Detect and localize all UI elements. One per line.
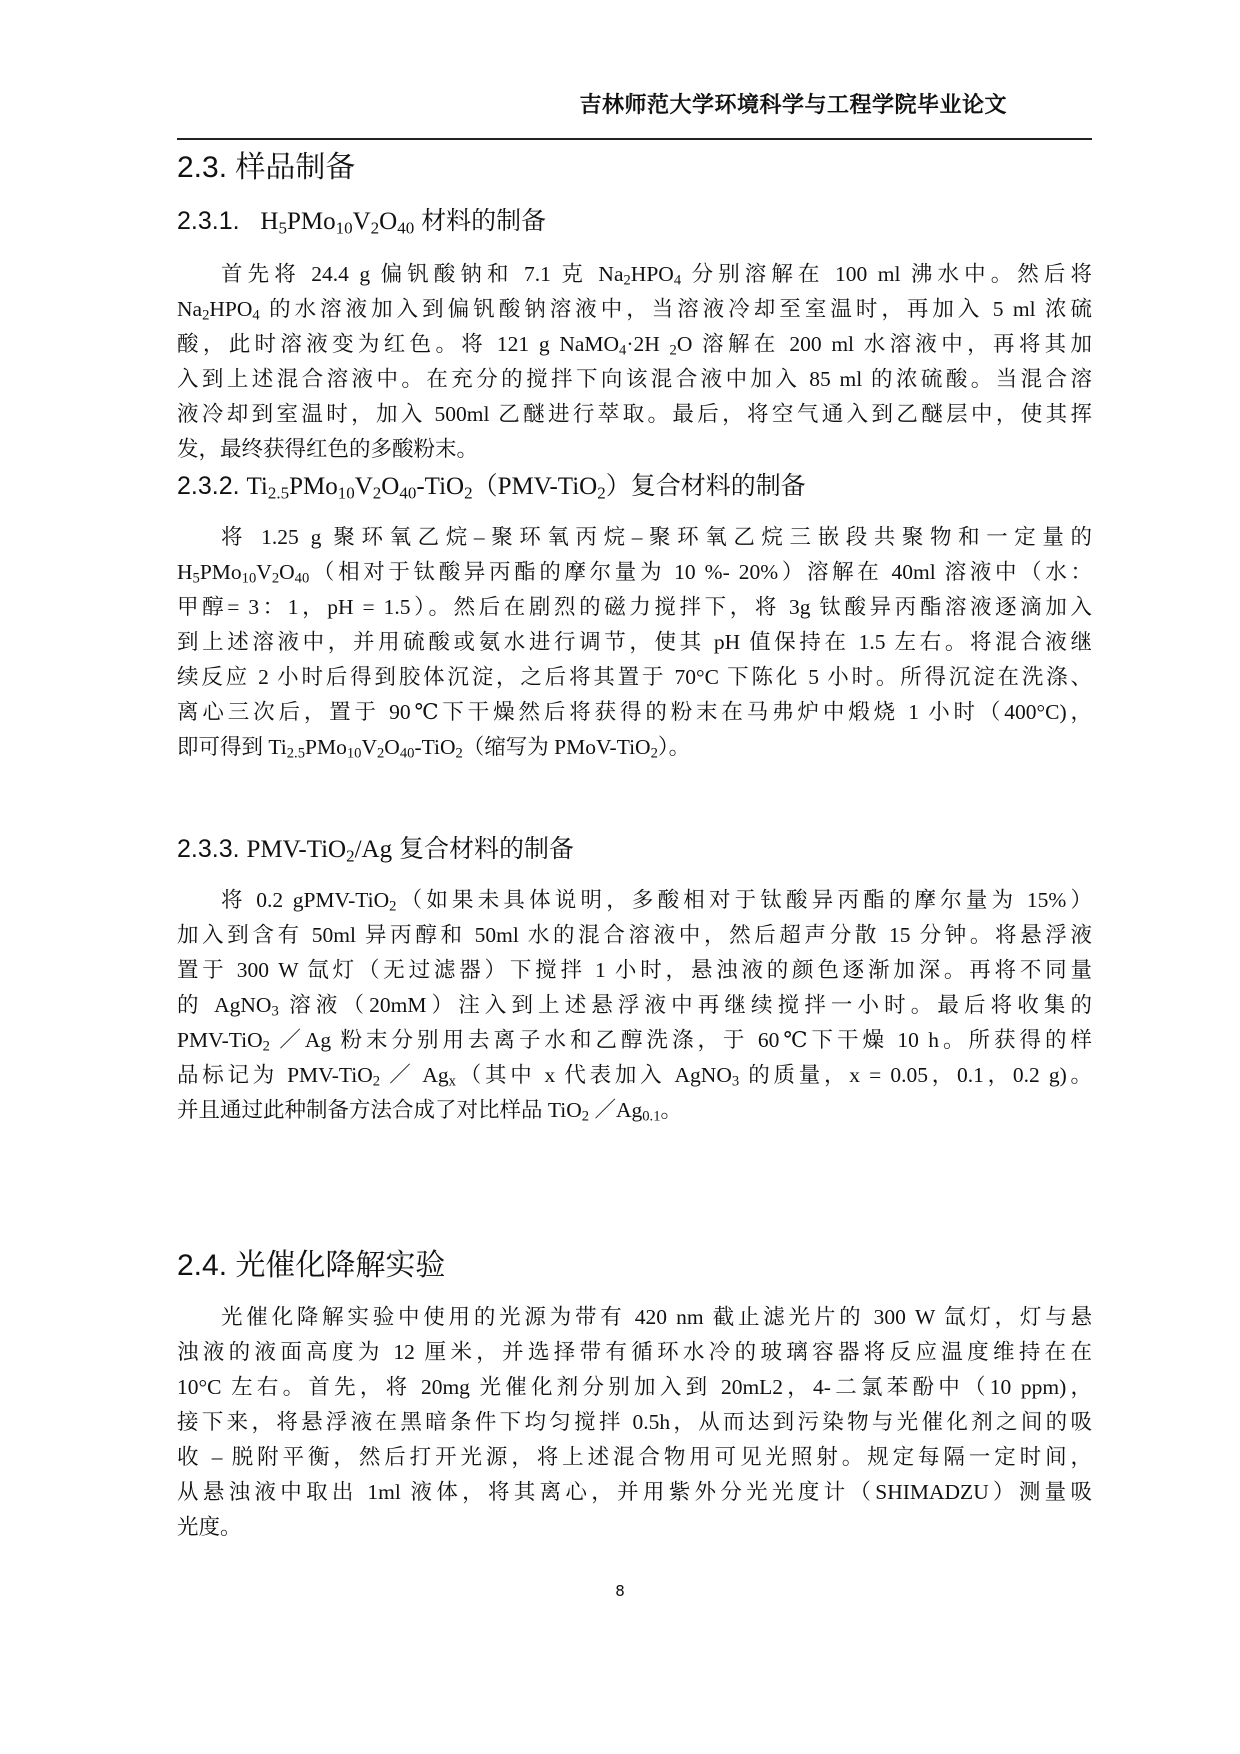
heading-number: 2.3.1. [177, 207, 240, 235]
text-line: $Na_2HPO_4$ 的水溶液加入到偏钒酸钠溶液中，当溶液冷却至室温时，再加入 5 ml 浓硫 [177, 297, 1092, 324]
header-rule [177, 138, 1092, 140]
text-line: 到上述溶液中，并用硫酸或氨水进行调节，使其 pH 值保持在 1.5 左右。将混合液继 [177, 630, 1092, 654]
heading-formula: PMV-TiO$_2$/Ag [246, 836, 393, 866]
section-heading-2-3-3: 2.3.3. PMV-TiO$_2$/Ag 复合材料的制备 [177, 835, 575, 866]
section-heading-2-3-2: 2.3.2. $Ti_{2.5}PMo_{10}V_2O_{40}-TiO_2(PMV-TiO_2)$复合材料的制备 [177, 472, 806, 503]
section-heading-2-3-1: 2.3.1. $H_5PMo_{10}V_2O_{40}$ 材料的制备 [177, 207, 547, 238]
text-line: 收 – 脱附平衡，然后打开光源，将上述混合物用可见光照射。规定每隔一定时间， [177, 1445, 1092, 1469]
text-line: 10°C 左右。首先，将 20mg 光催化剂分别加入到 20mL2，4-二氯苯酚中（10 ppm)， [177, 1375, 1092, 1399]
paragraph-2-3-1 [177, 257, 1092, 467]
text-line: 光度。 [177, 1515, 242, 1539]
text-line: 将 0.2 gPMV-TiO$_2$（如果未具体说明，多酸相对于钛酸异丙酯的摩尔量为 15%） [221, 888, 1092, 915]
text-line: 接下来，将悬浮液在黑暗条件下均匀搅拌 0.5h，从而达到污染物与光催化剂之间的吸 [177, 1410, 1092, 1434]
text-line: 光催化降解实验中使用的光源为带有 420 nm 截止滤光片的 300 W 氙灯，灯与悬 [221, 1305, 1092, 1329]
text-line: 从悬浊液中取出 1ml 液体，将其离心，并用紫外分光光度计（SHIMADZU）测量吸 [177, 1480, 1092, 1504]
paragraph-2-3-2 [177, 520, 1092, 765]
text-line: 首先将 24.4 g 偏钒酸钠和 7.1 克 $Na_2HPO_4$ 分别溶解在 100 ml 沸水中。然后将 [221, 262, 1092, 289]
section-heading-2-4: 2.4. 光催化降解实验 [177, 1249, 446, 1282]
text-line: $H_5PMo_{10}V_2O_{40}$（相对于钛酸异丙酯的摩尔量为 10 %- 20%）溶解在 40ml 溶液中（水： [177, 560, 1092, 587]
text-line: PMV-TiO$_2$ ／Ag 粉末分别用去离子水和乙醇洗涤，于 60℃下干燥 10 h。所获得的样 [177, 1028, 1092, 1055]
text-line: 发，最终获得红色的多酸粉末。 [177, 437, 479, 461]
text-line: 续反应 2 小时后得到胶体沉淀，之后将其置于 70°C 下陈化 5 小时。所得沉淀在洗涤、 [177, 665, 1092, 689]
paragraph-2-3-3 [177, 883, 1092, 1128]
text-line: 入到上述混合溶液中。在充分的搅拌下向该混合液中加入 85 ml 的浓硫酸。当混合溶 [177, 367, 1092, 391]
heading-formula: $Ti_{2.5}PMo_{10}V_2O_{40}-TiO_2(PMV-TiO_2)$ [246, 473, 631, 503]
running-header: 吉林师范大学环境科学与工程学院毕业论文 [579, 93, 1007, 118]
text-line: 加入到含有 50ml 异丙醇和 50ml 水的混合溶液中，然后超声分散 15 分钟。将悬浮液 [177, 923, 1092, 947]
text-line: 甲醇= 3：1，pH = 1.5）。然后在剧烈的磁力搅拌下，将 3g 钛酸异丙酯溶液逐滴加入 [177, 595, 1092, 619]
text-line: 置于 300 W 氙灯（无过滤器）下搅拌 1 小时，悬浊液的颜色逐渐加深。再将不同量 [177, 958, 1092, 982]
section-heading-2-3: 2.3. 样品制备 [177, 151, 356, 184]
text-line: 离心三次后，置于 90℃下干燥然后将获得的粉末在马弗炉中煅烧 1 小时（400°C)， [177, 700, 1092, 724]
text-line: 并且通过此种制备方法合成了对比样品 TiO$_2$ $/Ag_{0.1}$。 [177, 1098, 683, 1125]
page-number: 8 [615, 1582, 625, 1600]
paragraph-2-4 [177, 1300, 1092, 1545]
text-line: 液冷却到室温时，加入 500ml 乙醚进行萃取。最后，将空气通入到乙醚层中，使其挥 [177, 402, 1092, 426]
text-line: 的 AgNO$_3$ 溶液（20mM）注入到上述悬浮液中再继续搅拌一小时。最后将收集的 [177, 993, 1092, 1020]
text-line: 浊液的液面高度为 12 厘米，并选择带有循环水冷的玻璃容器将反应温度维持在在 [177, 1340, 1092, 1364]
heading-formula: $H_5PMo_{10}V_2O_{40}$ [260, 208, 415, 238]
text-line: 即可得到 $Ti_{2.5}PMo_{10}V_2O_{40}-TiO_2$（缩写为 PMoV-TiO$_2$）。 [177, 735, 691, 762]
text-line: 品标记为 PMV-TiO$_2$ ／ $Ag_x$（其中 x 代表加入 AgNO$_3$ 的质量，x = 0.05，0.1，0.2 g)。 [177, 1063, 1092, 1090]
text-line: 将 1.25 g 聚环氧乙烷–聚环氧丙烷–聚环氧乙烷三嵌段共聚物和一定量的 [221, 525, 1092, 549]
text-line: 酸，此时溶液变为红色。将 121 g NaMO$_4$·2H $_2$O 溶解在 200 ml 水溶液中，再将其加 [177, 332, 1093, 359]
